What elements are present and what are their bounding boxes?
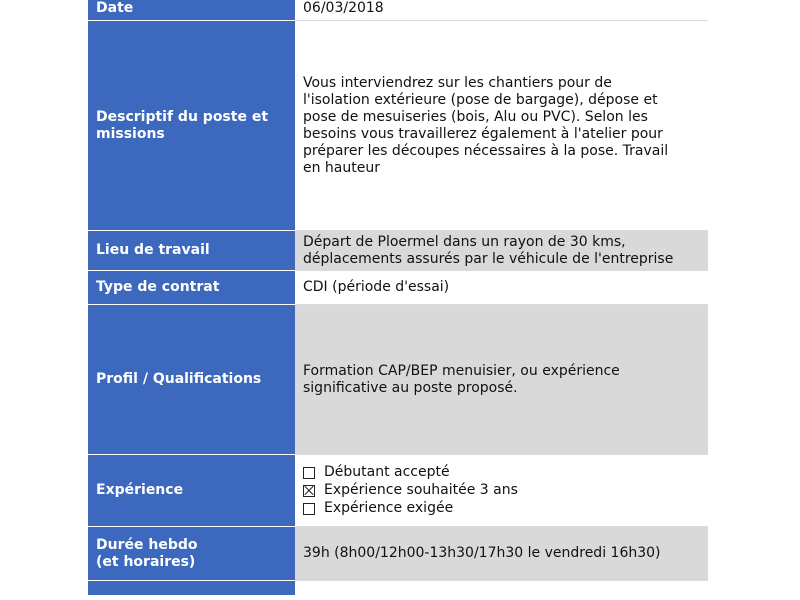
experience-option-label: Débutant accepté bbox=[324, 464, 450, 480]
next-value-cell bbox=[295, 581, 708, 595]
profil-label: Profil / Qualifications bbox=[96, 371, 262, 387]
experience-options bbox=[303, 464, 702, 518]
experience-option-exigee[interactable] bbox=[303, 500, 702, 518]
row-next-partial bbox=[88, 581, 708, 595]
experience-label-cell bbox=[88, 455, 295, 527]
date-value-cell bbox=[295, 0, 708, 21]
checked-checkbox-icon[interactable] bbox=[303, 485, 315, 497]
contrat-value-cell bbox=[295, 271, 708, 305]
description-label-cell bbox=[88, 21, 295, 231]
experience-option-debutant[interactable] bbox=[303, 464, 702, 482]
duree-label: Durée hebdo (et horaires) bbox=[96, 536, 198, 570]
checkbox-icon[interactable] bbox=[303, 503, 315, 515]
lieu-value-cell bbox=[295, 231, 708, 271]
description-label: Descriptif du poste et missions bbox=[96, 108, 269, 142]
profil-value: Formation CAP/BEP menuisier, ou expérience significative au poste proposé. bbox=[303, 362, 620, 396]
contrat-label: Type de contrat bbox=[96, 279, 220, 295]
checkbox-icon[interactable] bbox=[303, 467, 315, 479]
contrat-label-cell bbox=[88, 271, 295, 305]
experience-label: Expérience bbox=[96, 482, 184, 498]
date-label-cell bbox=[88, 0, 295, 21]
description-value: Vous interviendrez sur les chantiers pour de l'isolation extérieure (pose de bargage), dépose et pose de mesuiseries (bois, Alu ou PVC). Selon les besoins vous travaillerez également à l'atelier pour préparer les découpes nécessaires à la pose. Travail en hauteur bbox=[303, 74, 669, 176]
row-duree bbox=[88, 527, 708, 581]
experience-option-label: Expérience exigée bbox=[324, 500, 454, 516]
duree-value: 39h (8h00/12h00-13h30/17h30 le vendredi 16h30) bbox=[303, 545, 661, 561]
row-lieu bbox=[88, 231, 708, 271]
description-value-cell bbox=[295, 21, 708, 231]
experience-option-label: Expérience souhaitée 3 ans bbox=[324, 482, 518, 498]
lieu-label-cell bbox=[88, 231, 295, 271]
row-description bbox=[88, 21, 708, 231]
experience-option-souhaitee[interactable] bbox=[303, 482, 702, 500]
date-value: 06/03/2018 bbox=[303, 0, 384, 16]
date-label: Date bbox=[96, 0, 134, 16]
duree-label-cell bbox=[88, 527, 295, 581]
lieu-value: Départ de Ploermel dans un rayon de 30 kms, déplacements assurés par le véhicule de l'entreprise bbox=[303, 233, 674, 267]
row-contrat bbox=[88, 271, 708, 305]
row-profil bbox=[88, 305, 708, 455]
contrat-value: CDI (période d'essai) bbox=[303, 279, 450, 295]
row-date bbox=[88, 0, 708, 21]
duree-value-cell bbox=[295, 527, 708, 581]
job-offer-table bbox=[88, 0, 708, 595]
experience-value-cell bbox=[295, 455, 708, 527]
profil-label-cell bbox=[88, 305, 295, 455]
profil-value-cell bbox=[295, 305, 708, 455]
row-experience bbox=[88, 455, 708, 527]
lieu-label: Lieu de travail bbox=[96, 242, 210, 258]
next-label-cell bbox=[88, 581, 295, 595]
